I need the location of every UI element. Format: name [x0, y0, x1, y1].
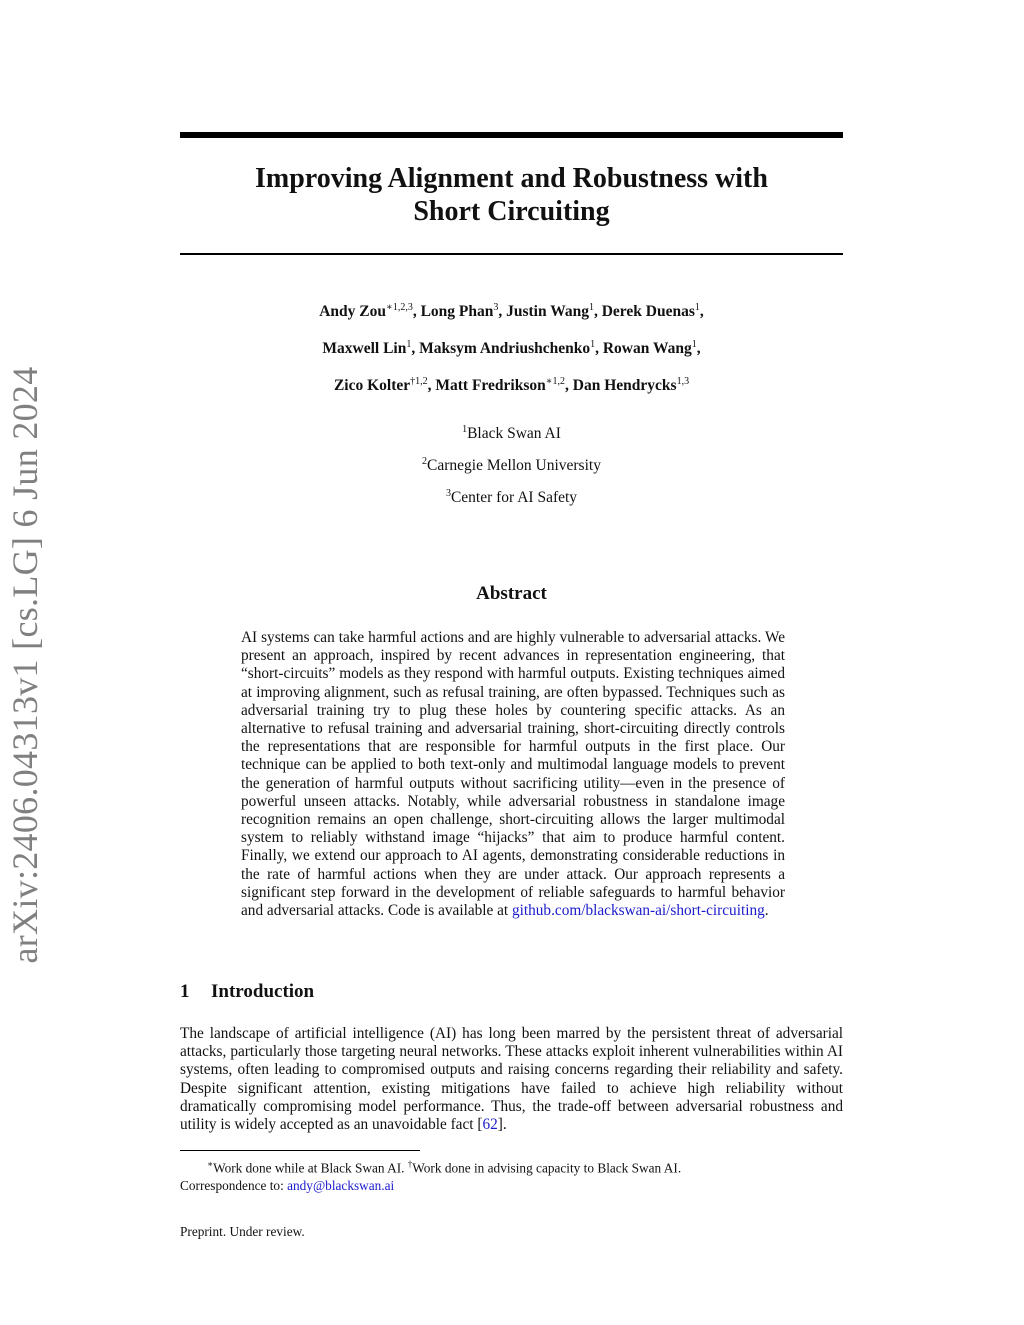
affiliation-number: 1 [462, 424, 468, 435]
author-name: Maksym Andriushchenko [419, 340, 591, 358]
author-list [180, 296, 843, 407]
affiliation-name: Carnegie Mellon University [427, 457, 601, 475]
author-line [180, 333, 843, 370]
title-bottom-rule [180, 253, 843, 255]
author-separator: , [427, 377, 436, 395]
author-name: Rowan Wang [602, 340, 692, 358]
author-name: Maxwell Lin [322, 340, 407, 358]
author-separator: , [593, 303, 602, 321]
affiliation-list [180, 418, 843, 514]
email-link[interactable]: andy@blackswan.ai [287, 1178, 395, 1194]
affiliation-name: Center for AI Safety [450, 489, 578, 507]
affiliation-number: 3 [445, 488, 451, 499]
author-separator: , [595, 340, 603, 358]
author-affil-mark: ∗1,2 [545, 376, 566, 387]
preprint-note: Preprint. Under review. [180, 1224, 305, 1239]
title-top-rule [180, 132, 843, 138]
author-affil-mark: †1,2 [410, 376, 428, 387]
abstract-heading: Abstract [476, 583, 547, 604]
citation-link[interactable]: 62 [482, 1116, 498, 1134]
footnote-mark: ∗ [207, 1159, 214, 1169]
introduction-paragraph [180, 1025, 843, 1134]
author-line [180, 296, 843, 333]
affiliation [180, 482, 843, 514]
author-affil-mark: 1 [588, 302, 594, 313]
affiliation [180, 450, 843, 482]
affiliation [180, 418, 843, 450]
author-affil-mark: 1 [590, 339, 596, 350]
author-affil-mark: ∗1,2,3 [386, 302, 413, 313]
abstract-body [241, 629, 785, 920]
author-affil-mark: 1 [691, 339, 697, 350]
footnote-mark: † [407, 1159, 413, 1169]
footnote-text: Work done in advising capacity to Black Swan AI. [412, 1160, 682, 1176]
paper-title [180, 162, 843, 228]
section-number: 1 [180, 981, 190, 1002]
code-repo-link[interactable]: github.com/blackswan-ai/short-circuiting [511, 902, 765, 920]
author-affil-mark: 3 [493, 302, 499, 313]
author-name: Justin Wang [506, 303, 589, 321]
author-name: Dan Hendrycks [572, 377, 677, 395]
author-separator: , [699, 303, 704, 321]
title-line-2: Short Circuiting [413, 196, 610, 227]
section-heading-introduction [180, 981, 314, 1003]
abstract-text: AI systems can take harmful actions and are highly vulnerable to adversarial attacks. We present an approach, inspired by recent advances in representation engineering, that “short-circuits” models as they respond with harmful outputs. Existing techniques aimed at improving alignment, such as refusal training, are often bypassed. Techniques such as adversarial training try to plug these holes by countering specific attacks. As an alternative to refusal training and adversarial training, short-circuiting directly controls the representations that are responsible for harmful outputs in the first place. Our technique can be applied to both text-only and multimodal language models to prevent the generation of harmful outputs without sacrificing utility—even in the presence of powerful unseen attacks. Notably, while adversarial robustness in standalone image recognition remains an open challenge, short-circuiting allows the larger multimodal system to reliably withstand image “hijacks” that aim to produce harmful content. Finally, we extend our approach to AI agents, demonstrating considerable reductions in the rate of harmful actions when they are under attack. Our approach represents a significant step forward in the development of reliable safeguards to harmful behavior and adversarial attacks. Code is available at [241, 629, 785, 920]
abstract-tail: . [764, 902, 769, 920]
author-line [180, 370, 843, 407]
author-separator: , [565, 377, 573, 395]
author-name: Derek Duenas [601, 303, 695, 321]
author-name: Zico Kolter [333, 377, 411, 395]
author-separator: , [412, 303, 421, 321]
author-affil-mark: 1 [694, 302, 700, 313]
author-affil-mark: 1 [406, 339, 412, 350]
correspondence-label: Correspondence to: [180, 1178, 288, 1194]
author-name: Matt Fredrikson [435, 377, 546, 395]
footnote-line [180, 1155, 843, 1177]
section-title: Introduction [211, 981, 315, 1002]
author-name: Andy Zou [319, 303, 387, 321]
correspondence-line [180, 1178, 394, 1193]
footnote-rule [180, 1150, 420, 1151]
author-separator: , [498, 303, 507, 321]
affiliation-name: Black Swan AI [467, 425, 561, 443]
introduction-tail: ]. [497, 1116, 507, 1134]
author-separator: , [696, 340, 701, 358]
author-affil-mark: 1,3 [676, 376, 690, 387]
introduction-text: The landscape of artificial intelligence (AI) has long been marred by the persistent threat of adversarial attacks, particularly those targeting neural networks. These attacks exploit inherent vulnerabilities within AI systems, often leading to compromised outputs and raising concerns regarding their reliability and safety. Despite significant attention, existing mitigations have failed to achieve high reliability without dramatically compromising model performance. Thus, the trade-off between adversarial robustness and utility is widely accepted as an unavoidable fact [ [180, 1025, 843, 1134]
arxiv-stamp: arXiv:2406.04313v1 [cs.LG] 6 Jun 2024 [5, 366, 45, 964]
author-name: Long Phan [420, 303, 494, 321]
affiliation-number: 2 [422, 456, 428, 467]
footnote-text: Work done while at Black Swan AI. [213, 1160, 408, 1176]
author-separator: , [411, 340, 420, 358]
footnotes [180, 1155, 843, 1195]
title-line-1: Improving Alignment and Robustness with [255, 163, 768, 194]
